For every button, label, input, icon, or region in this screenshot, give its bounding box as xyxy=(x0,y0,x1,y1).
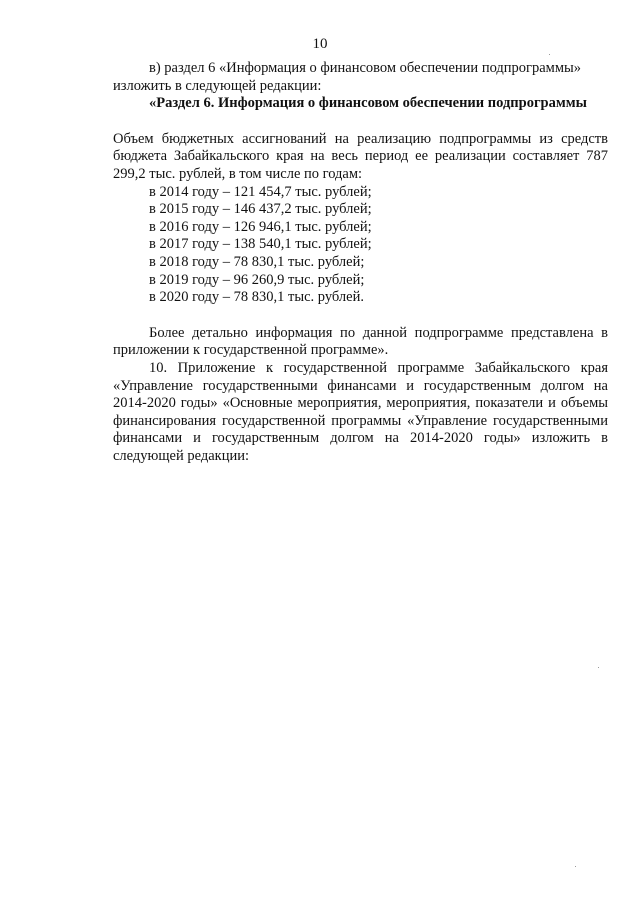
list-item: в 2018 году – 78 830,1 тыс. рублей; xyxy=(149,253,365,270)
list-item: в 2015 году – 146 437,2 тыс. рублей; xyxy=(149,201,372,218)
list-item: в 2019 году – 96 260,9 тыс. рублей; xyxy=(149,271,365,288)
page-number: 10 xyxy=(312,36,328,52)
list-item: в 2014 году – 121 454,7 тыс. рублей; xyxy=(149,183,372,200)
item-v-line2: изложить в следующей редакции: xyxy=(113,77,322,94)
detail-paragraph: Более детально информация по данной подпрограмме представлена в приложении к государственной программе». xyxy=(113,324,608,359)
list-item: в 2016 году – 126 946,1 тыс. рублей; xyxy=(149,218,372,235)
scan-speck xyxy=(575,866,576,867)
spacer xyxy=(113,307,608,325)
year-allocation-list xyxy=(113,184,608,307)
list-item: в 2020 году – 78 830,1 тыс. рублей. xyxy=(149,289,364,306)
item-v-line1: в) раздел 6 «Информация о финансовом обеспечении подпрограммы» xyxy=(149,60,582,76)
document-body xyxy=(113,60,608,465)
item-10-paragraph: 10. Приложение к государственной программе Забайкальского края «Управление государственными финансами и государственным долгом на 2014-2020 годы» «Основные мероприятия, мероприятия, показатели и объемы финансирования государственной программы «Управление государственными финансами и государственным долгом на 2014-2020 годы» изложить в следующей редакции: xyxy=(113,359,608,464)
section-heading: «Раздел 6. Информация о финансовом обеспечении подпрограммы xyxy=(149,95,587,112)
scan-speck xyxy=(549,54,550,55)
budget-intro: Объем бюджетных ассигнований на реализацию подпрограммы из средств бюджета Забайкальского края на весь период ее реализации составляет 787 299,2 тыс. рублей, в том числе по годам: xyxy=(113,130,608,182)
spacer xyxy=(113,113,608,131)
scan-speck xyxy=(598,667,599,668)
list-item: в 2017 году – 138 540,1 тыс. рублей; xyxy=(149,236,372,253)
